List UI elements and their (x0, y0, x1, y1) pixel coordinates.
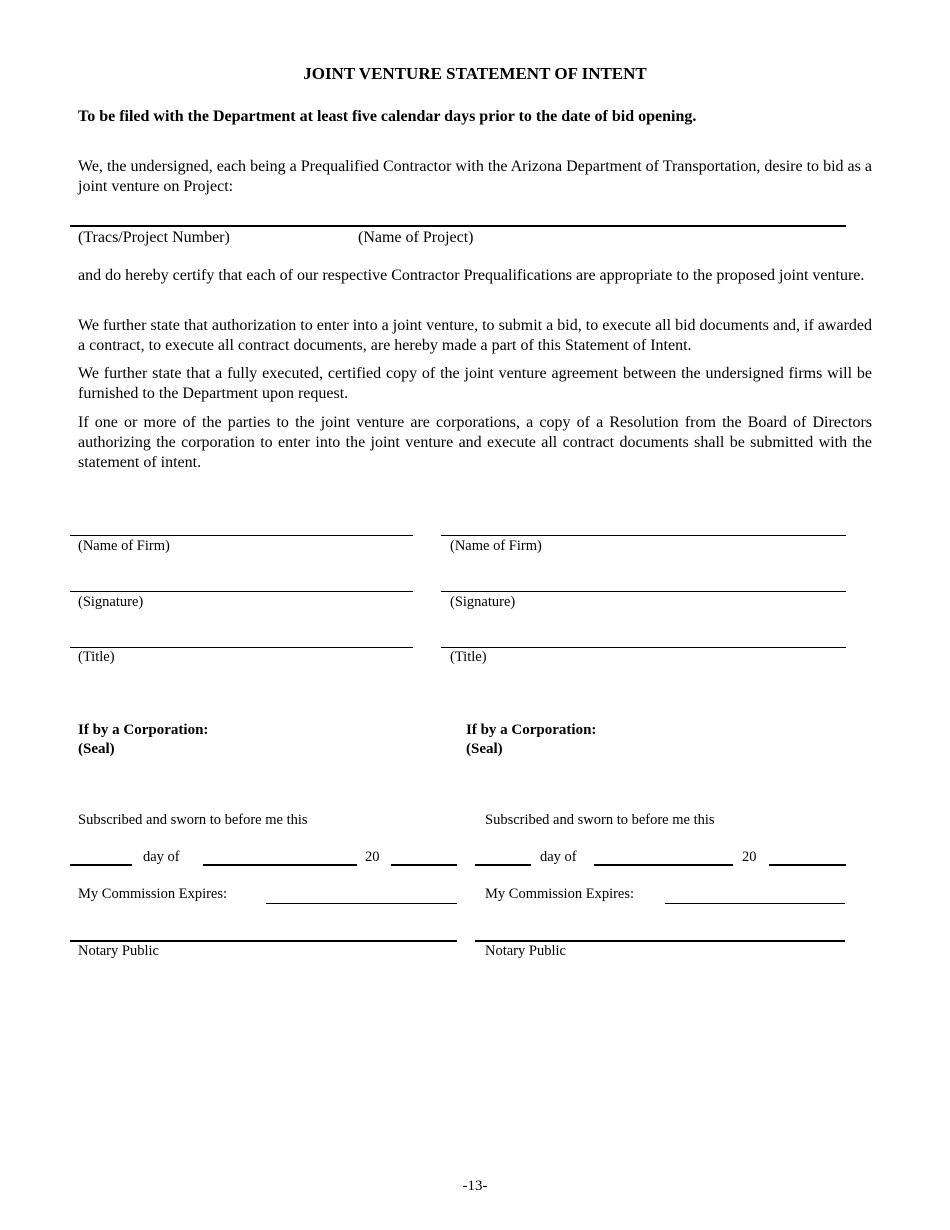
year-blank[interactable] (391, 864, 457, 866)
authorization-paragraph: We further state that authorization to enter into a joint venture, to submit a bid, to execute all bid documents and, if awarded a contract, to execute all contract documents, are hereby made a part of this Statement of Intent. (78, 317, 872, 354)
commission-blank[interactable] (266, 903, 457, 904)
day-blank[interactable] (70, 864, 132, 866)
title-line[interactable] (70, 647, 413, 648)
certify-paragraph: and do hereby certify that each of our respective Contractor Prequalifications are appropriate to the proposed joint venture. (78, 267, 865, 284)
tracs-project-number-label: (Tracs/Project Number) (78, 229, 230, 246)
year-blank[interactable] (769, 864, 846, 866)
commission-label: My Commission Expires: (78, 886, 228, 902)
project-name-label: (Name of Project) (358, 229, 474, 246)
sworn-text: Subscribed and sworn to before me this (78, 812, 308, 828)
signature-label: (Signature) (450, 594, 516, 610)
project-blank-line[interactable] (70, 225, 846, 227)
commission-label: My Commission Expires: (485, 886, 635, 902)
page-number: -13- (462, 1178, 488, 1194)
signature-label: (Signature) (78, 594, 144, 610)
notary-label: Notary Public (78, 943, 159, 959)
filing-instruction: To be filed with the Department at least five calendar days prior to the date of bid opening. (78, 108, 697, 125)
day-blank[interactable] (475, 864, 531, 866)
signature-line[interactable] (441, 591, 846, 592)
title-label: (Title) (450, 649, 487, 665)
month-blank[interactable] (594, 864, 733, 866)
month-blank[interactable] (203, 864, 357, 866)
seal-label: (Seal) (78, 741, 115, 757)
document-title: JOINT VENTURE STATEMENT OF INTENT (303, 64, 647, 83)
title-line[interactable] (441, 647, 846, 648)
firm-name-line[interactable] (70, 535, 413, 536)
year-prefix: 20 (742, 849, 757, 865)
day-of-label: day of (143, 849, 180, 865)
agreement-paragraph: We further state that a fully executed, certified copy of the joint venture agreement between the undersigned firms will be furnished to the Department upon request. (78, 365, 872, 402)
firm-name-label: (Name of Firm) (78, 538, 170, 554)
notary-label: Notary Public (485, 943, 566, 959)
firm-name-label: (Name of Firm) (450, 538, 542, 554)
notary-line[interactable] (475, 940, 845, 942)
signature-line[interactable] (70, 591, 413, 592)
corporation-paragraph: If one or more of the parties to the joint venture are corporations, a copy of a Resolution from the Board of Directors authorizing the corporation to enter into the joint venture and execute all contract documents shall be submitted with the statement of intent. (78, 414, 872, 471)
day-of-label: day of (540, 849, 577, 865)
corporation-label: If by a Corporation: (466, 722, 597, 738)
commission-blank[interactable] (665, 903, 845, 904)
corporation-label: If by a Corporation: (78, 722, 209, 738)
year-prefix: 20 (365, 849, 380, 865)
notary-line[interactable] (70, 940, 457, 942)
sworn-text: Subscribed and sworn to before me this (485, 812, 715, 828)
firm-name-line[interactable] (441, 535, 846, 536)
seal-label: (Seal) (466, 741, 503, 757)
intro-paragraph: We, the undersigned, each being a Prequalified Contractor with the Arizona Department of Transportation, desire to bid as a joint venture on Project: (78, 158, 872, 195)
title-label: (Title) (78, 649, 115, 665)
